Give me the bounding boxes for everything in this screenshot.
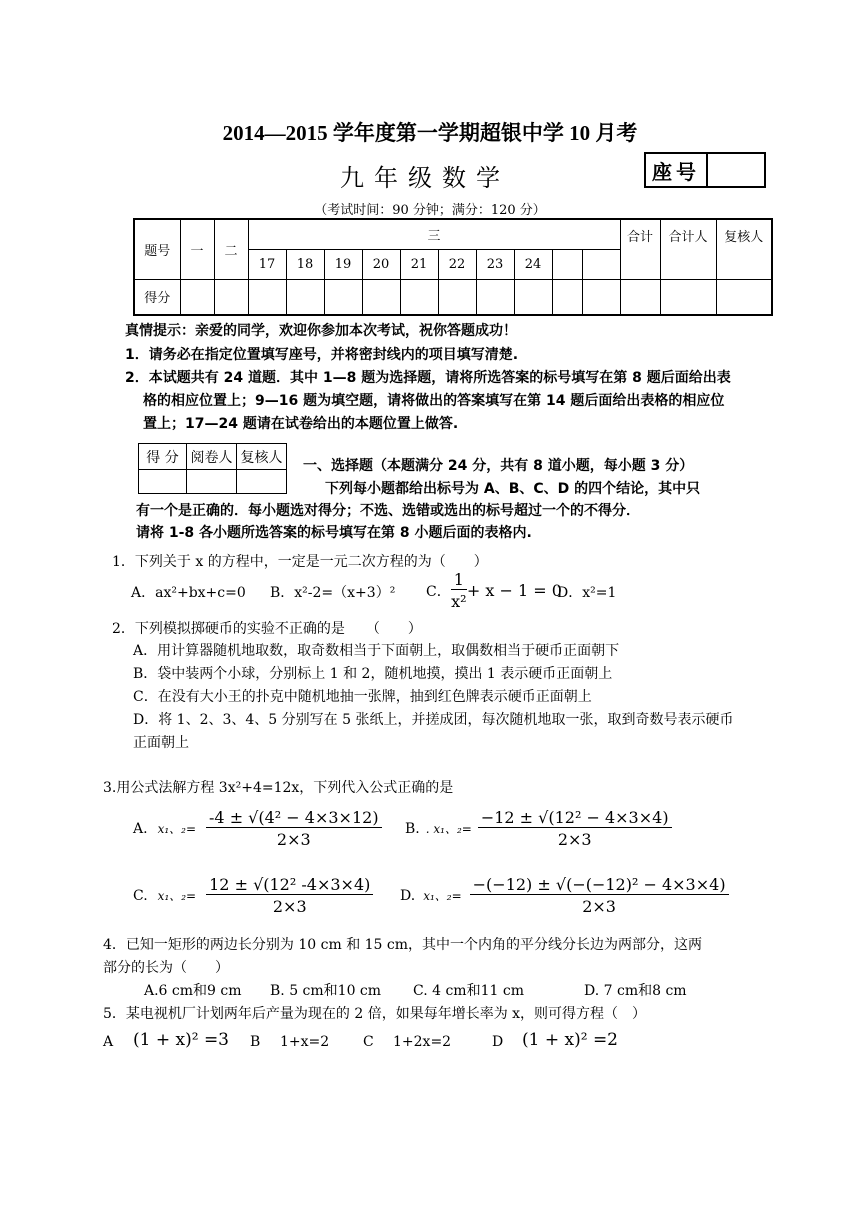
q3-c-numerator: 12 ± √(12² -4×3×4) [206,875,373,895]
q1-option-c [426,570,562,611]
part2-label: 二 [214,219,248,279]
part1-label: 一 [180,219,214,279]
score-cell[interactable] [214,279,248,315]
q5-option-d-label: D [492,1034,504,1050]
q-number: 24 [514,249,552,279]
q3-b-label: B. [405,820,420,837]
total-label: 合计 [620,219,660,279]
q-number: 17 [248,249,286,279]
q3-c-denominator: 2×3 [272,897,307,916]
q4-option-b: B. 5 cm和10 cm [270,983,382,999]
q3-c-fraction [206,875,373,916]
score-cell[interactable] [438,279,476,315]
section1-heading: 一、选择题（本题满分 24 分，共有 8 道小题，每小题 3 分） [303,458,694,474]
q-number-blank [552,249,582,279]
q3-a-denominator: 2×3 [276,830,311,849]
question-2: 2．下列模拟掷硬币的实验不正确的是 （ ） [112,621,422,637]
q3-a-fraction [206,808,382,849]
total-cell[interactable] [620,279,660,315]
part3-label: 三 [248,219,620,249]
q4-option-c: C. 4 cm和11 cm [413,983,524,999]
exam-title: 2014—2015 学年度第一学期超银中学 10 月考 [222,121,638,145]
section1-line2: 有一个是正确的．每小题选对得分；不选、选错或选出的标号超过一个的不得分． [136,503,640,519]
q5-option-a: (1 + x)² =3 [133,1030,229,1050]
q3-d-label: D. [400,887,416,904]
rule-2-line2: 格的相应位置上；9—16 题为填空题，请将做出的答案填写在第 14 题后面给出表格的相应位 [143,393,725,409]
q-number: 22 [438,249,476,279]
q2-option-a: A．用计算器随机地取数，取奇数相当于下面朝上，取偶数相当于硬币正面朝下 [133,643,620,659]
q3-option-b [405,808,672,849]
question-number-label: 题号 [134,219,180,279]
score-cell[interactable] [248,279,286,315]
q3-b-fraction [478,808,672,849]
score-cell[interactable] [552,279,582,315]
q1-option-c-fraction [451,570,467,611]
question-4-line2: 部分的长为（ ） [103,960,229,976]
rule-2-line1: 2．本试题共有 24 道题．其中 1—8 题为选择题，请将所选答案的标号填写在第 8 题后面给出表 [125,370,731,386]
q-number: 20 [362,249,400,279]
grader-score-label: 得 分 [139,444,187,470]
score-cell[interactable] [582,279,620,315]
q3-c-label: C. [133,887,148,904]
q3-option-a [133,808,382,849]
q5-option-c-label: C [363,1034,374,1050]
score-label: 得分 [134,279,180,315]
q3-c-variable: x₁、₂= [157,889,197,903]
q3-option-d [400,875,729,916]
q-number-blank [582,249,620,279]
q-number: 19 [324,249,362,279]
q3-d-variable: x₁、₂= [423,889,462,903]
q5-option-b-label: B [250,1034,261,1050]
reviewer-cell[interactable] [716,279,772,315]
rule-2-line3: 置上；17—24 题请在试卷给出的本题位置上做答. [143,416,459,432]
grader-table [138,443,287,494]
section1-line3: 请将 1-8 各小题所选答案的标号填写在第 8 小题后面的表格内. [136,525,532,541]
grader-reviewer-cell[interactable] [237,470,287,494]
rule-1: 1．请务必在指定位置填写座号，并将密封线内的项目填写清楚. [125,347,519,363]
subject-title: 九年级数学 [340,164,510,192]
score-table [133,218,773,316]
score-cell[interactable] [476,279,514,315]
seat-number-box [644,152,766,188]
q1-option-a: A．ax²+bx+c=0 [131,585,246,601]
exam-info: （考试时间：90 分钟；满分：120 分） [314,203,546,218]
q2-option-d-line2: 正面朝上 [133,735,189,751]
score-cell[interactable] [180,279,214,315]
q3-b-numerator: −12 ± √(12² − 4×3×4) [478,808,672,828]
grader-cell[interactable] [187,470,237,494]
score-cell[interactable] [362,279,400,315]
q3-b-variable: . x₁、₂= [425,822,472,836]
question-1: 1．下列关于 x 的方程中，一定是一元二次方程的为（ ） [112,554,488,570]
q2-option-d-line1: D．将 1、2、3、4、5 分别写在 5 张纸上，并搓成团，每次随机地取一张，取到奇数号表示硬币 [133,712,734,728]
section1-line1: 下列每小题都给出标号为 A、B、C、D 的四个结论，其中只 [325,481,701,497]
q-number: 21 [400,249,438,279]
score-cell[interactable] [514,279,552,315]
q1-c-numerator: 1 [451,570,467,590]
totaler-cell[interactable] [660,279,716,315]
q1-option-d: D．x²=1 [557,585,617,601]
q5-option-c: 1+2x=2 [393,1034,452,1050]
q3-d-fraction [470,875,729,916]
q2-option-b: B．袋中装两个小球，分别标上 1 和 2，随机地摸，摸出 1 表示硬币正面朝上 [133,666,613,682]
q1-option-c-label: C． [426,583,451,600]
q3-d-numerator: −(−12) ± √(−(−12)² − 4×3×4) [470,875,729,895]
q1-option-c-rest: + x − 1 = 0 [466,581,562,600]
q2-option-c: C．在没有大小王的扑克中随机地抽一张牌，抽到红色牌表示硬币正面朝上 [133,689,592,705]
question-4-line1: 4．已知一矩形的两边长分别为 10 cm 和 15 cm，其中一个内角的平分线分长边为两部分，这两 [103,937,703,953]
score-cell[interactable] [286,279,324,315]
greeting-tip: 真情提示：亲爱的同学，欢迎你参加本次考试，祝你答题成功！ [125,323,517,339]
q4-option-a: A.6 cm和9 cm [144,983,242,999]
q-number: 23 [476,249,514,279]
totaler-label: 合计人 [660,219,716,279]
q3-d-denominator: 2×3 [582,897,616,916]
q1-c-denominator: x² [451,592,467,611]
grader-label: 阅卷人 [187,444,237,470]
score-cell[interactable] [324,279,362,315]
q1-option-b: B．x²-2=（x+3）² [270,585,396,601]
q3-a-variable: x₁、₂= [157,822,197,836]
reviewer-label: 复核人 [716,219,772,279]
seat-label: 座号 [646,154,708,186]
grader-score-cell[interactable] [139,470,187,494]
q4-option-d: D. 7 cm和8 cm [584,983,687,999]
question-3: 3.用公式法解方程 3x²+4=12x，下列代入公式正确的是 [103,780,454,796]
q-number: 18 [286,249,324,279]
seat-number-field[interactable] [708,154,764,186]
q5-option-a-label: A [103,1034,114,1050]
q5-option-d: (1 + x)² =2 [522,1030,618,1050]
q3-b-denominator: 2×3 [557,830,592,849]
question-5: 5．某电视机厂计划两年后产量为现在的 2 倍，如果每年增长率为 x，则可得方程（ ） [103,1006,647,1022]
q3-option-c [133,875,373,916]
q3-a-label: A. [133,820,148,837]
q5-option-b: 1+x=2 [280,1034,330,1050]
score-cell[interactable] [400,279,438,315]
q3-a-numerator: -4 ± √(4² − 4×3×12) [206,808,382,828]
grader-reviewer-label: 复核人 [237,444,287,470]
